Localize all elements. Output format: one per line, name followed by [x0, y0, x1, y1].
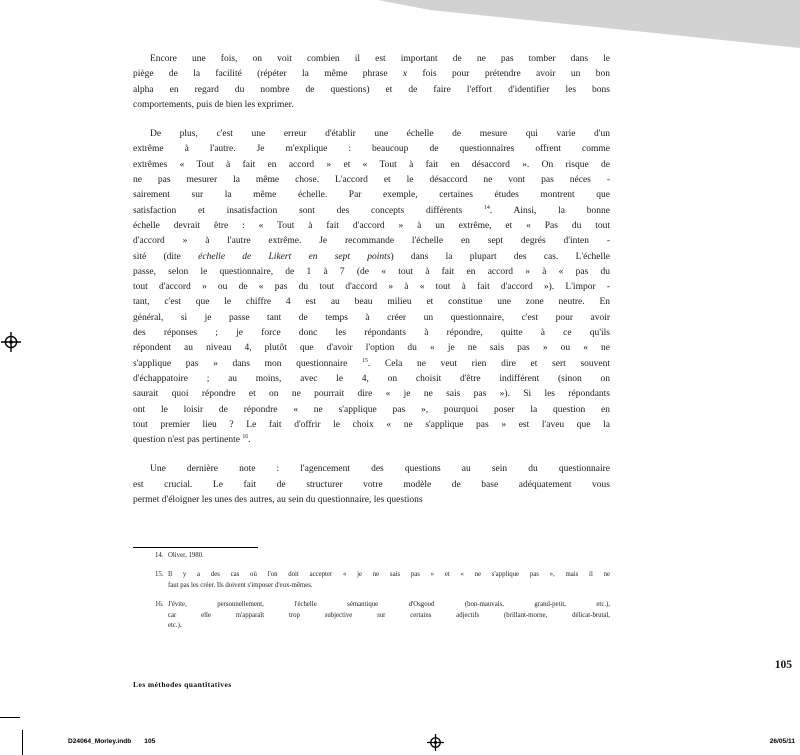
footnote-number: 15.	[155, 571, 164, 579]
text-line: Une dernière note : l'agencement des questions au sein du questionnaire	[150, 464, 610, 475]
text-line: échelle devrait être : « Tout à fait d'accord » à un extrême, et « Pas du tout	[133, 220, 610, 231]
text-line: etc.).	[168, 622, 182, 630]
slug-filename: D24064_Morley.indb	[68, 738, 132, 745]
text-line: s'applique pas » dans mon questionnaire $^{15}$. Cela ne veut rien dire et sert souvent	[133, 357, 610, 369]
slug-filename-group	[68, 738, 155, 745]
footnotes	[133, 551, 610, 640]
paragraph	[133, 462, 610, 508]
text-line: d'échappatoire ; au moins, avec le 4, on choisit d'être indifférent (sinon on	[133, 373, 610, 384]
text-line: satisfaction et insatisfaction sont des concepts différents $^{14}$. Ainsi, la bonne	[133, 204, 610, 216]
text-line: sairement sur la même échelle. Par exemple, certaines études montrent que	[133, 190, 610, 201]
footnote-text	[168, 551, 610, 561]
footnote-text	[168, 570, 610, 591]
text-line: faut pas les créer. Ils doivent s'imposer d'eux-mêmes.	[168, 581, 313, 589]
paragraph	[133, 127, 610, 448]
footnote	[133, 570, 610, 591]
paragraphs	[133, 52, 610, 508]
text-line: des réponses ; je force donc les répondants à répondre, quitte à ce qu'ils	[133, 328, 610, 339]
text-line: saurait quoi répondre et on ne pourrait dire « je ne sais pas »). Si les répondants	[133, 389, 610, 400]
footnote	[133, 551, 610, 561]
text-line: tout d'accord » ou de « pas du tout d'accord » à « tout à fait d'accord »). L'impor -	[133, 282, 610, 293]
paragraph	[133, 52, 610, 113]
page-number: 105	[774, 659, 792, 671]
text-line: alpha en regard du nombre de questions) et de faire l'effort d'identifier les bons	[133, 84, 610, 95]
text-line: Il y a des cas où l'on doit accepter « je ne sais pas » et « ne s'applique pas », mais il ne	[168, 571, 610, 579]
crop-mark-horizontal	[0, 717, 20, 718]
text-line: piège de la facilité (répéter la même phrase x fois pour prétendre avoir un bon	[133, 69, 610, 80]
body-text-column	[133, 52, 610, 522]
text-line: comportements, puis de bien les exprimer.	[133, 99, 294, 110]
text-line: passe, selon le questionnaire, de 1 à 7 (de « tout à fait en accord » à « pas du	[133, 266, 610, 277]
text-line: car elle m'apparaît trop subjective sur certains adjectifs (brillant-morne, délicat-brutal,	[168, 611, 610, 619]
footnote-number: 16.	[155, 601, 164, 609]
text-line: répondent au niveau 4, plutôt que d'avoir l'option du « je ne sais pas » ou « ne	[133, 343, 610, 354]
text-line: ont le loisir de répondre « ne s'applique pas », pourquoi poser la question en	[133, 404, 610, 415]
text-line: extrêmes « Tout à fait en accord » et « Tout à fait en désaccord ». On risque de	[133, 159, 610, 170]
text-line: sité (dite échelle de Likert en sept points) dans la plupart des cas. L'échelle	[133, 251, 610, 262]
text-line: tant, c'est que le chiffre 4 est au beau milieu et constitue une zone neutre. En	[133, 297, 610, 308]
footnote-text	[168, 600, 610, 631]
text-line: J'évite, personnellement, l'échelle sémantique d'Osgood (bon-mauvais, grand-petit, etc.),	[168, 601, 610, 609]
slug-date: 26/05/11	[769, 738, 795, 745]
footnote	[133, 600, 610, 631]
text-line: est crucial. Le fait de structurer votre modèle de base adéquatement vous	[133, 479, 610, 490]
text-line: d'accord » à l'autre extrême. Je recommande l'échelle en sept degrés d'inten -	[133, 236, 610, 247]
text-line: permet d'éloigner les unes des autres, au sein du questionnaire, les questions	[133, 495, 423, 506]
text-line: ne pas mesurer la même chose. L'accord et le désaccord ne vont pas néces -	[133, 175, 610, 186]
text-line: tout premier lieu ? Le fait d'offrir le choix « ne s'applique pas » est l'aveu que la	[133, 419, 610, 430]
registration-mark-icon	[1, 332, 21, 352]
text-line: Oliver, 1980.	[168, 552, 204, 559]
slug-page-number: 105	[144, 738, 156, 745]
text-line: Encore une fois, on voit combien il est important de ne pas tomber dans le	[150, 54, 610, 64]
page-curl-shadow	[0, 0, 800, 55]
footnote-separator-rule	[133, 547, 258, 548]
text-line: De plus, c'est une erreur d'établir une échelle de mesure qui varie d'un	[150, 129, 610, 140]
registration-mark-icon	[427, 734, 444, 751]
footnote-number: 14.	[155, 552, 164, 559]
text-line: question n'est pas pertinente $^{16}$.	[133, 433, 251, 446]
text-line: extrême à l'autre. Je m'explique : beaucoup de questionnaires offrent comme	[133, 144, 610, 155]
running-title: Les méthodes quantitatives	[133, 680, 232, 689]
print-slug	[0, 736, 800, 750]
text-line: général, si je passe tant de temps à créer un questionnaire, c'est pour avoir	[133, 312, 610, 323]
